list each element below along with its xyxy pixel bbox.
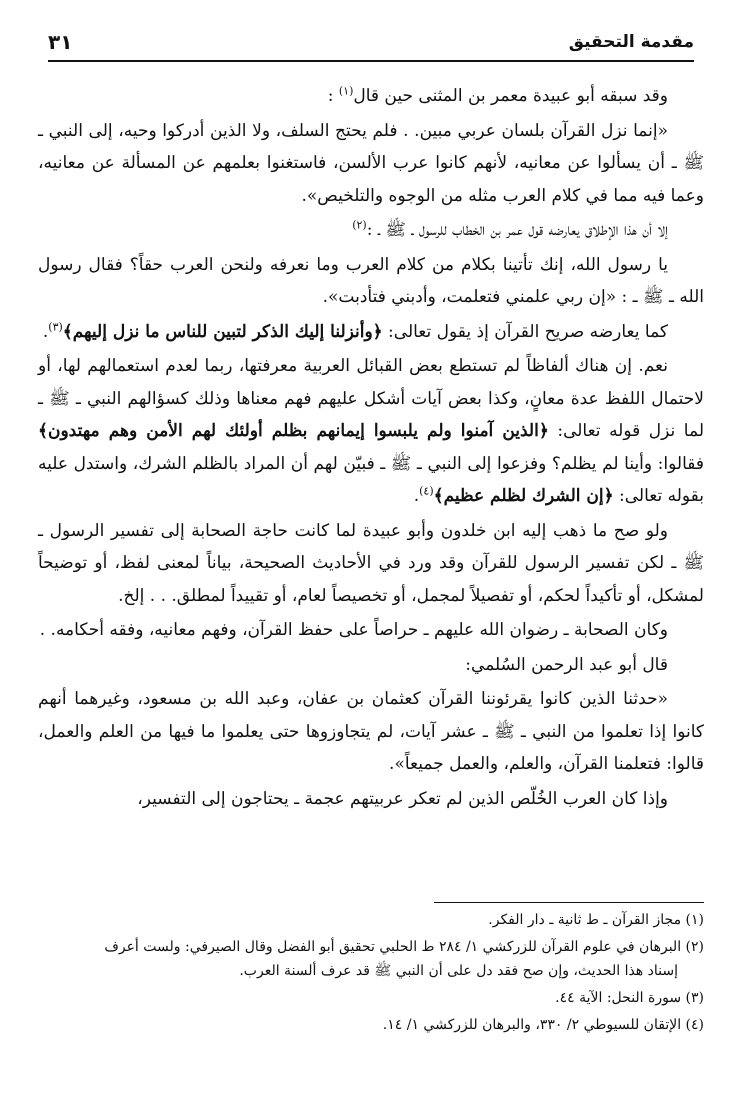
footnote-1: (١) مجاز القرآن ـ ط ثانية ـ دار الفكر.: [488, 912, 704, 928]
quran-verse-1: ﴿وأنزلنا إليك الذكر لتبين للناس ما نزل إليهم﴾: [62, 321, 383, 342]
footnote-2: (٢) البرهان في علوم القرآن للزركشي ١/ ٢٨٤ ط الحلبي تحقيق أبو الفضل وقال الصيرفي: ولست أعرف إسناد هذا الحديث، وإن صح فقد دل على أن النبي ﷺ قد عرف ألسنة العرب.: [104, 939, 704, 979]
quran-verse-2: ﴿الذين آمنوا ولم يلبسوا إيمانهم بظلم أولئك لهم الأمن وهم مهتدون﴾: [38, 421, 549, 441]
quote-sulami: «حدثنا الذين كانوا يقرئوننا القرآن كعثمان بن عفان، وعبد الله بن مسعود، وغيرهما أنهم كانوا إذا تعلموا من النبي ـ ﷺ ـ عشر آيات، لم يتجاوزوها حتى يعلموا ما فيها من العلم والعمل، قالوا: فتعلمنا القرآن، والعلم، والعمل جميعاً».: [38, 689, 704, 774]
chapter-title: مقدمة التحقيق: [568, 32, 694, 52]
footnote-ref-4: (٤): [419, 484, 434, 498]
footnote-ref-3: (٣): [48, 319, 63, 333]
quran-verse-3: ﴿إن الشرك لظلم عظيم﴾: [433, 486, 614, 506]
footnote-divider: [434, 902, 704, 903]
main-text: [38, 80, 704, 817]
paragraph-1: وقد سبقه أبو عبيدة معمر بن المثنى حين قال$^{(١)}$ :: [327, 84, 668, 106]
footnote-ref-2: (٢): [352, 218, 367, 232]
footnote-4: (٤) الإتقان للسيوطي ٢/ ٣٣٠، والبرهان للزركشي ١/ ١٤.: [382, 1017, 704, 1033]
footnote-ref-1: (١): [338, 84, 354, 98]
paragraph-7: ولو صح ما ذهب إليه ابن خلدون وأبو عبيدة لما كانت حاجة الصحابة إلى تفسير الرسول ـ ﷺ ـ لكن تفسير الرسول للقرآن وقد ورد في الأحاديث الصحيحة، بياناً لمعنى لفظ، أو توضيحاً لمشكل، أو تأكيداً لحكم، أو تفصيلاً لمجمل، أو تخصيصاً لعام، أو تقييداً لمطلق. . . إلخ.: [38, 520, 704, 606]
quote-abu-ubaida: «إنما نزل القرآن بلسان عربي مبين. . فلم يحتج السلف، ولا الذين أدركوا وحيه، إلى النبي ـ ﷺ ـ أن يسألوا عن معانيه، لأنهم كانوا عرب الألسن، فاستغنوا بعلمهم عن المسألة عن معانيه، وعما فيه مما في كلام العرب مثله من الوجوه والتلخيص».: [38, 120, 704, 206]
footnote-3: (٣) سورة النحل: الآية ٤٤.: [555, 990, 704, 1006]
paragraph-4: يا رسول الله، إنك تأتينا بكلام من كلام العرب وما نعرفه ولنحن العرب حقاً؟ فقال رسول الله ـ ﷺ ـ : «إن ربي علمني فتعلمت، وأدبني فتأدبت».: [38, 254, 704, 307]
paragraph-8: وكان الصحابة ـ رضوان الله عليهم ـ حراصاً على حفظ القرآن، وفهم معانيه، وفقه أحكامه. .: [39, 620, 668, 640]
paragraph-6: نعم. إن هناك ألفاظاً لم تستطع بعض القبائل العربية معرفتها، ربما لعدم استعمالهم لها، أو لاحتمال اللفظ عدة معانٍ، وكذا بعض آيات أشكل عليهم فهم معناها وذلك كسؤالهم النبي ـ ﷺ ـ لما نزل قوله تعالى: ﴿الذين آمنوا ولم يلبسوا إيمانهم بظلم أولئك لهم الأمن وهم مهتدون﴾فقالوا: وأينا لم يظلم؟ وفزعوا إلى النبي ـ ﷺ ـ فبيّن لهم أن المراد بالظلم الشرك، واستدل عليه بقوله تعالى: ﴿إن الشرك لظلم عظيم﴾$^{(٤)}$.: [38, 356, 704, 506]
paragraph-9: قال أبو عبد الرحمن السُلمي:: [465, 654, 668, 675]
paragraph-5: كما يعارضه صريح القرآن إذ يقول تعالى: ﴿وأنزلنا إليك الذكر لتبين للناس ما نزل إليهم﴾$^{(٣)}$.: [42, 319, 668, 342]
running-header: [48, 30, 694, 62]
page-number: ٣١: [48, 30, 73, 54]
paragraph-11: وإذا كان العرب الخُلّص الذين لم تعكر عربيتهم عجمة ـ يحتاجون إلى التفسير،: [137, 788, 668, 809]
footnotes: [38, 908, 704, 1040]
paragraph-3: إلا أن هذا الإطلاق يعارضه قول عمر بن الخطاب للرسول ـ ﷺ ـ :$^{(٢)}$: [352, 218, 668, 240]
